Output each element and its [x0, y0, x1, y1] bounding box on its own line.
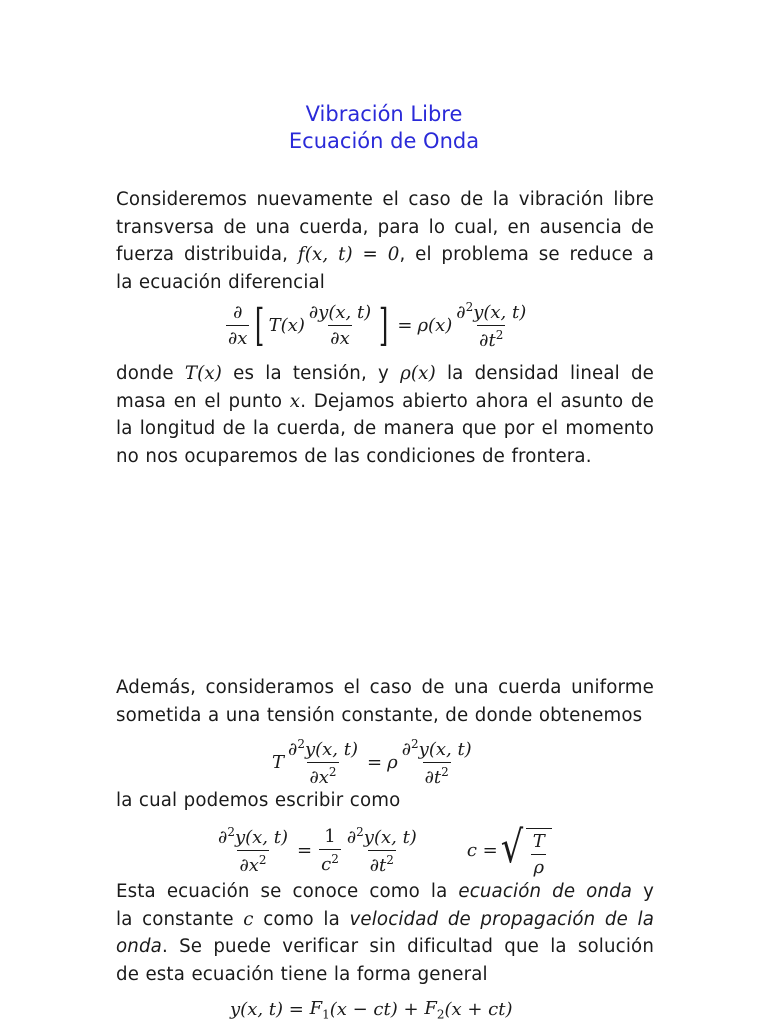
math-symbol: F [424, 998, 437, 1019]
radical-sign: √ [500, 822, 523, 873]
paragraph-line: Consideremos nuevamente el caso de la vibración libre [116, 189, 654, 210]
left-bracket: [ [255, 299, 265, 351]
numerator [345, 825, 419, 850]
subscript: 1 [322, 1007, 330, 1022]
denominator [319, 849, 341, 875]
exponent: 2 [297, 737, 305, 751]
numerator [216, 825, 290, 850]
numerator: ∂y(x, t) [308, 302, 372, 323]
text-run: fuerza distribuida, [116, 244, 289, 265]
math-term: T(x) [268, 315, 305, 336]
fraction-d2y-dt2 [454, 300, 528, 351]
emphasis: onda [116, 936, 162, 957]
math-symbol: y(x, t) [363, 827, 417, 848]
numerator [400, 737, 474, 762]
fraction-d2y-dt2 [400, 737, 474, 788]
equation-uniform [272, 737, 476, 788]
math-term [310, 998, 330, 1022]
math-inline: c [243, 908, 254, 930]
math-symbol: y(x, t) [418, 739, 472, 760]
math-symbol: ∂ [346, 827, 357, 848]
numerator [454, 300, 528, 325]
equation-general [224, 300, 530, 351]
equation-wave [214, 823, 552, 878]
denominator [423, 762, 451, 788]
exponent: 2 [411, 737, 419, 751]
paragraph-wave-equation [116, 878, 654, 988]
paragraph-line [116, 906, 654, 934]
radicand [526, 828, 552, 878]
exponent: 2 [356, 825, 364, 839]
math-inline: T(x) [184, 363, 223, 384]
text-run: la densidad lineal de [446, 363, 655, 384]
fraction-T-over-rho [531, 831, 547, 878]
paragraph-line [116, 360, 654, 388]
exponent: 2 [328, 765, 337, 779]
denominator: ρ [531, 854, 546, 878]
exponent: 2 [441, 765, 449, 779]
text-run: masa en el punto [116, 390, 283, 412]
fraction-partial-x [226, 302, 249, 349]
paragraph-line: Además, consideramos el caso de una cuerda uniforme [116, 677, 654, 698]
math-symbol: F [309, 998, 323, 1019]
emphasis: ecuación de onda [458, 881, 633, 902]
math-term: c = [466, 840, 498, 861]
exponent: 2 [386, 853, 394, 867]
denominator [368, 850, 396, 876]
emphasis: velocidad de propagación de la [349, 908, 655, 930]
math-symbol: ∂ [456, 302, 466, 323]
math-symbol: ∂x [239, 855, 259, 876]
text-run: como la [263, 908, 340, 930]
equals-sign: = [367, 752, 383, 773]
math-symbol: ∂t [369, 855, 387, 876]
math-symbol: y(x, t) [304, 739, 359, 760]
paragraph-line: la ecuación diferencial [116, 271, 326, 293]
fraction-dy-dx [307, 302, 373, 349]
paragraph-rewrite [116, 787, 654, 815]
numerator: 1 [324, 826, 336, 847]
math-term: y(x, t) = [230, 999, 304, 1021]
math-term: T [272, 752, 285, 773]
square-root [498, 823, 552, 878]
numerator: ∂ [233, 302, 243, 323]
math-inline: x [289, 390, 301, 412]
paragraph-intro [116, 186, 654, 296]
exponent: 2 [227, 825, 235, 839]
math-term [424, 998, 444, 1022]
exponent: 2 [495, 328, 504, 342]
title-line-2: Ecuación de Onda [288, 129, 480, 153]
paragraph-line [116, 241, 654, 269]
subscript: 2 [436, 1007, 445, 1022]
fraction-d2y-dx2 [286, 737, 360, 788]
denominator: ∂x [328, 325, 351, 349]
math-symbol: ∂ [288, 739, 298, 760]
math-inline: ρ(x) [400, 363, 436, 384]
exponent: 2 [465, 300, 474, 314]
paragraph-definitions [116, 360, 654, 470]
math-term: ρ [387, 752, 398, 773]
text-run: donde [116, 363, 174, 384]
equation-general-solution [230, 998, 513, 1022]
math-symbol: ∂t [479, 330, 496, 351]
math-term: ρ(x) [417, 315, 453, 336]
denominator: ∂x [226, 325, 249, 349]
text-run: y [643, 881, 654, 902]
math-symbol: ∂t [424, 767, 442, 788]
math-symbol: y(x, t) [473, 302, 527, 323]
denominator [477, 325, 505, 351]
math-symbol: ∂ [401, 739, 412, 760]
math-term: (x − ct) + [329, 999, 419, 1021]
denominator [237, 850, 268, 876]
paragraph-line: la longitud de la cuerda, de manera que por el momento [116, 418, 654, 439]
paragraph-line [116, 933, 654, 961]
text-run: Esta ecuación se conoce como la [116, 881, 448, 902]
right-bracket: ] [379, 299, 389, 351]
math-symbol: y(x, t) [234, 827, 288, 848]
title-line-1: Vibración Libre [305, 102, 463, 126]
math-symbol: ∂ [218, 827, 228, 848]
text-run: la constante [116, 908, 234, 930]
fraction-one-over-c2 [319, 826, 341, 875]
paragraph-line [116, 388, 654, 416]
numerator [286, 737, 360, 762]
math-symbol: ∂x [309, 767, 329, 788]
paragraph-line: no nos ocuparemos de las condiciones de frontera. [116, 445, 592, 467]
text-run: , el problema se reduce a [399, 244, 655, 265]
exponent: 2 [258, 853, 267, 867]
text-run: . Dejamos abierto ahora el asunto de [300, 390, 655, 412]
denominator [307, 762, 338, 788]
numerator: T [532, 831, 545, 852]
fraction-d2y-dx2 [216, 825, 290, 876]
paragraph-line: sometida a una tensión constante, de donde obtenemos [116, 704, 643, 726]
paragraph-line [116, 878, 654, 906]
text-run: . Se puede verificar sin dificultad que la solución [161, 936, 654, 957]
paragraph-uniform [116, 674, 654, 729]
math-inline: f(x, t) = 0 [297, 244, 400, 265]
paragraph-line: de esta ecuación tiene la forma general [116, 963, 488, 985]
equals-sign: = [397, 315, 413, 336]
paragraph-line: la cual podemos escribir como [116, 790, 401, 811]
paragraph-line: transversa de una cuerda, para lo cual, en ausencia de [116, 216, 654, 238]
exponent: 2 [331, 852, 339, 866]
math-symbol: c [321, 854, 332, 875]
math-term: (x + ct) [444, 999, 513, 1021]
fraction-d2y-dt2 [345, 825, 419, 876]
text-run: es la tensión, y [233, 363, 389, 384]
equals-sign: = [297, 840, 313, 861]
